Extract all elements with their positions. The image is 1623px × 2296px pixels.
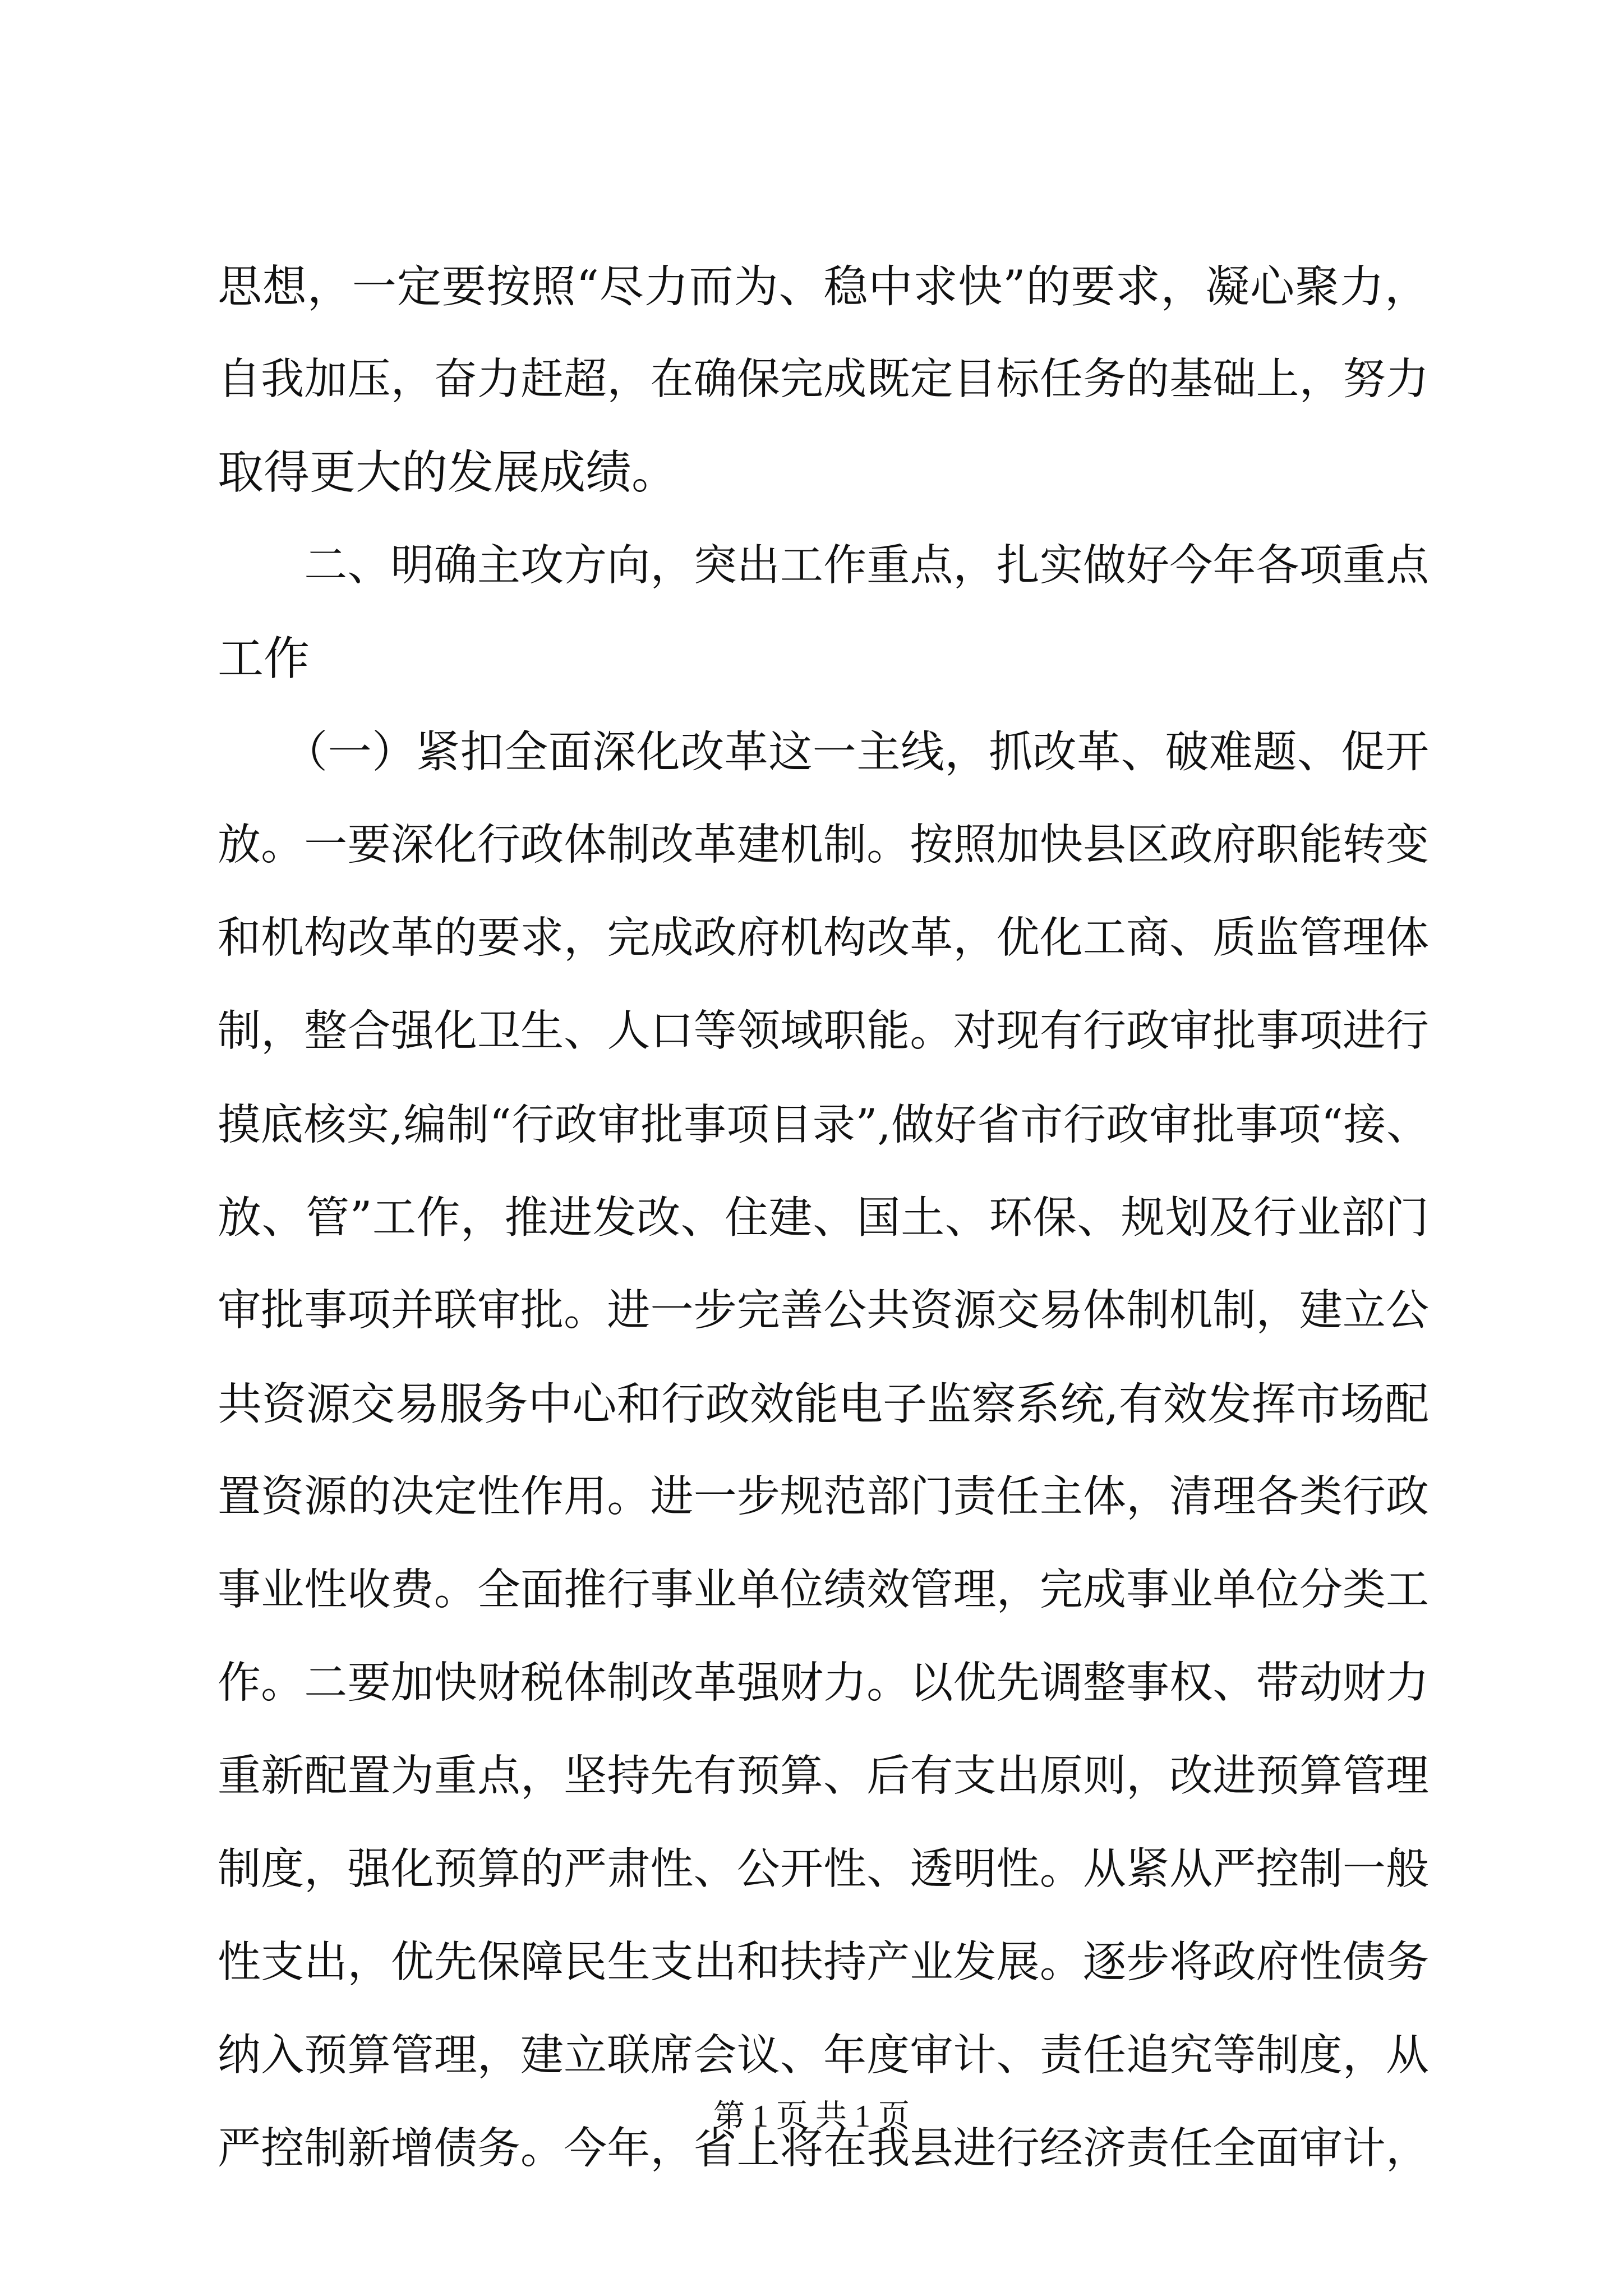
text-line: 和机构改革的要求，完成政府机构改革，优化工商、质监管理体	[218, 913, 1429, 963]
text-line: 取得更大的发展成绩。	[218, 446, 678, 499]
text-line: 严控制新增债务。今年，省上将在我县进行经济责任全面审计，	[218, 2124, 1429, 2174]
text-line: 审批事项并联审批。进一步完善公共资源交易体制机制，建立公	[218, 1286, 1429, 1336]
text-line: 制度，强化预算的严肃性、公开性、透明性。从紧从严控制一般	[218, 1844, 1429, 1894]
text-line: 工作	[218, 632, 310, 685]
page-footer: 第 1 页 共 1 页	[713, 2099, 910, 2134]
text-line: 重新配置为重点，坚持先有预算、后有支出原则，改进预算管理	[218, 1751, 1429, 1801]
text-line: 放。一要深化行政体制改革建机制。按照加快县区政府职能转变	[218, 820, 1429, 870]
text-line: 自我加压，奋力赶超，在确保完成既定目标任务的基础上，努力	[218, 355, 1429, 404]
text-line: 二、明确主攻方向，突出工作重点，扎实做好今年各项重点	[218, 541, 1429, 591]
text-line: 思想，一定要按照“尽力而为、稳中求快”的要求，凝心聚力，	[218, 261, 1429, 312]
text-line: 置资源的决定性作用。进一步规范部门责任主体，清理各类行政	[218, 1472, 1429, 1522]
text-line: 事业性收费。全面推行事业单位绩效管理，完成事业单位分类工	[218, 1565, 1429, 1615]
text-line: 性支出，优先保障民生支出和扶持产业发展。逐步将政府性债务	[218, 1938, 1429, 1987]
text-line: 放、管”工作，推进发改、住建、国土、环保、规划及行业部门	[218, 1193, 1429, 1243]
text-line: 摸底核实,编制“行政审批事项目录”,做好省市行政审批事项“接、	[218, 1099, 1429, 1149]
text-line: 纳入预算管理，建立联席会议、年度审计、责任追究等制度，从	[218, 2031, 1429, 2081]
text-line: （一）紧扣全面深化改革这一主线，抓改革、破难题、促开	[218, 727, 1429, 777]
text-line: 共资源交易服务中心和行政效能电子监察系统,有效发挥市场配	[218, 1378, 1429, 1430]
text-line: 作。二要加快财税体制改革强财力。以优先调整事权、带动财力	[218, 1658, 1429, 1708]
text-line: 制，整合强化卫生、人口等领域职能。对现有行政审批事项进行	[218, 1006, 1429, 1056]
document-body	[218, 240, 1429, 2196]
